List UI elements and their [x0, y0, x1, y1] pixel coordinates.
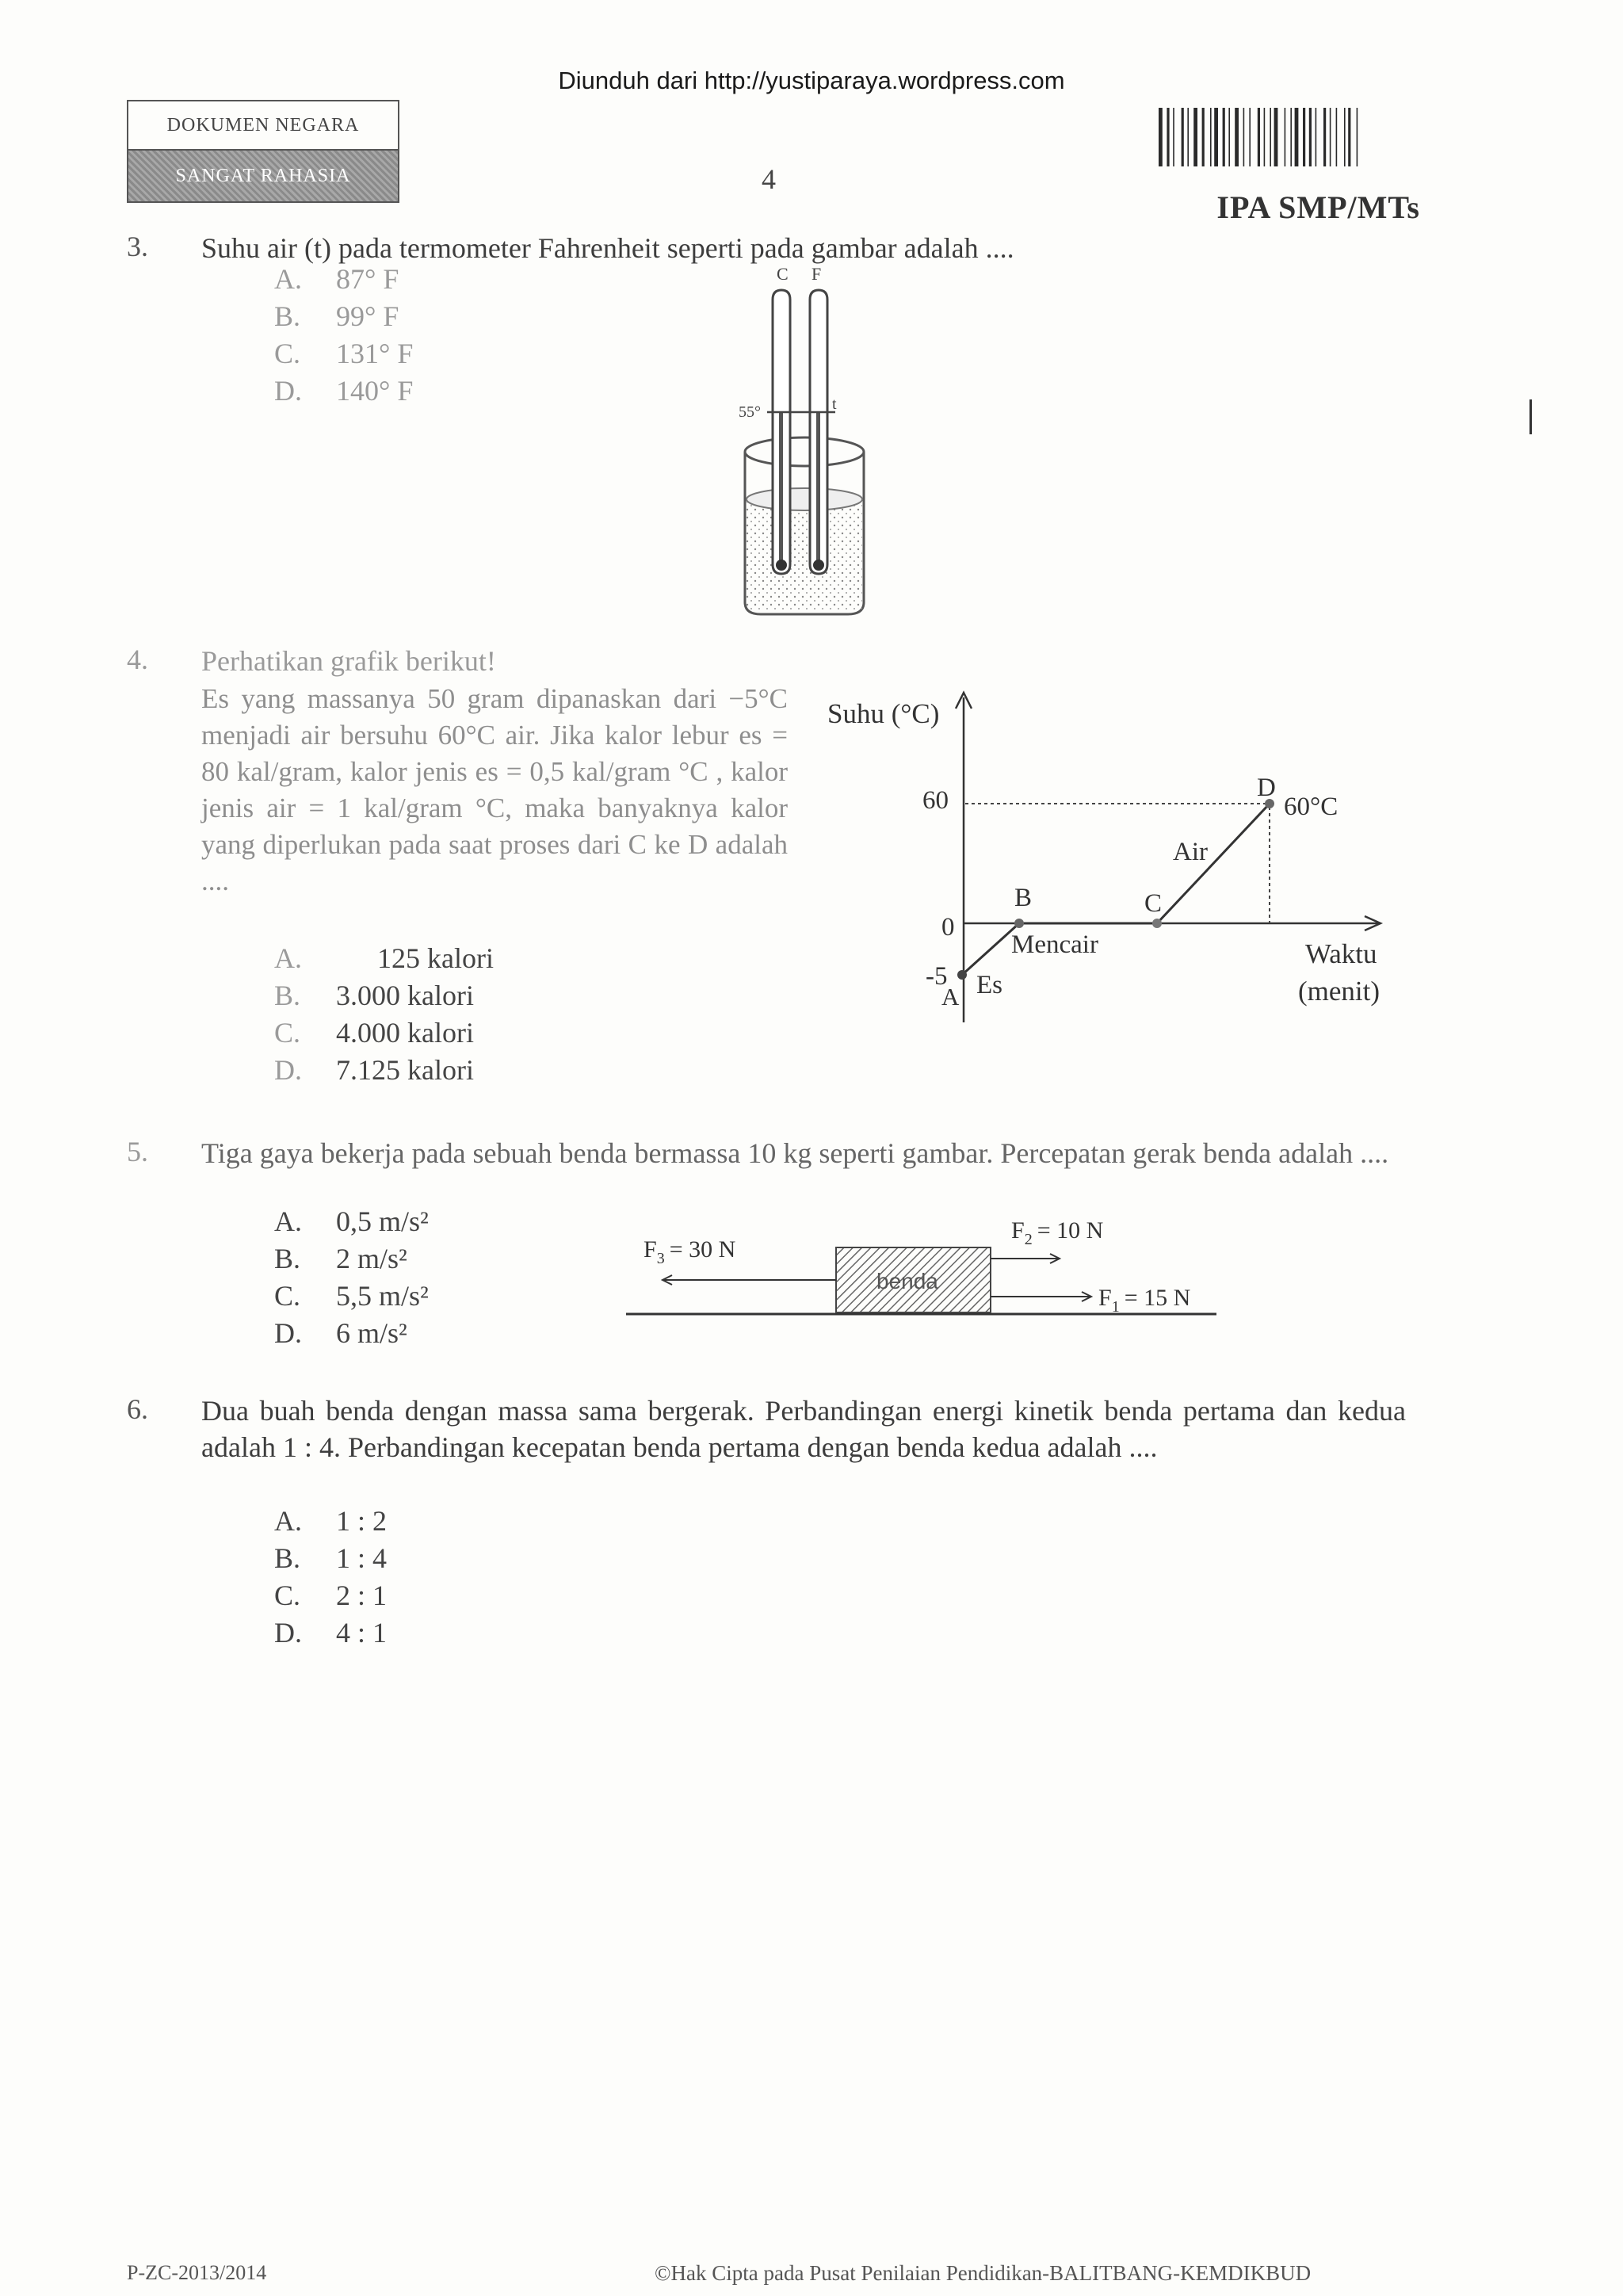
option-letter: D. — [274, 1617, 302, 1648]
label-es: Es — [976, 971, 1002, 999]
doc-label-top: DOKUMEN NEGARA — [128, 101, 398, 151]
option-text: 0,5 m/s² — [336, 1205, 429, 1237]
point-c-label: C — [1144, 889, 1163, 918]
copyright-note: ©Hak Cipta pada Pusat Penilaian Pendidikan-BALITBANG-KEMDIKBUD — [655, 2261, 1312, 2285]
option-text: 99° F — [336, 300, 399, 332]
option-letter: C. — [274, 338, 301, 369]
option-text: 4.000 kalori — [336, 1017, 474, 1049]
question-4-intro: Perhatikan grafik berikut! — [201, 645, 496, 677]
option-text: 131° F — [336, 338, 414, 369]
question-5-number: 5. — [127, 1136, 148, 1167]
option[interactable] — [274, 298, 413, 335]
doc-label-bottom: SANGAT RAHASIA — [128, 151, 398, 201]
svg-text:F3= 30 N — [643, 1236, 735, 1267]
margin-mark — [1529, 399, 1532, 434]
option-text: 3.000 kalori — [336, 980, 474, 1011]
option[interactable] — [274, 1503, 387, 1540]
question-4-text: Es yang massanya 50 gram dipanaskan dari −5°C menjadi air bersuhu 60°C air. Jika kalor lebur es = 80 kal/gram, kalor jenis es = 0,5 kal/gram °C , kalor jenis air = 1 kal/gram °C, maka banyaknya kalor yang diperlukan pada saat proses dari C ke D adalah .... — [201, 683, 788, 896]
option-letter: A. — [274, 1505, 302, 1537]
option-letter: C. — [274, 1280, 301, 1312]
subject-title: IPA SMP/MTs — [1216, 189, 1420, 225]
option[interactable] — [274, 1278, 429, 1315]
option-text: 2 : 1 — [336, 1580, 388, 1611]
option[interactable] — [274, 1203, 429, 1240]
option[interactable] — [274, 1540, 387, 1577]
svg-text:F1= 15 N — [1098, 1285, 1190, 1316]
question-3-text: Suhu air (t) pada termometer Fahrenheit seperti pada gambar adalah .... — [201, 232, 1014, 264]
heating-curve — [962, 804, 1270, 975]
point-a-marker — [957, 970, 967, 980]
option-text: 1 : 2 — [336, 1505, 388, 1537]
tick-0: 0 — [941, 913, 955, 942]
classification-stamp — [127, 100, 399, 203]
option-letter: B. — [274, 300, 301, 332]
block-label: benda — [876, 1269, 938, 1293]
point-c-marker — [1152, 919, 1162, 928]
f2-name: F — [1011, 1217, 1025, 1244]
option-text: 125 kalori — [377, 942, 494, 974]
svg-text:F2= 10 N — [1011, 1217, 1103, 1248]
option-letter: C. — [274, 1580, 301, 1611]
point-a-label: A — [941, 983, 960, 1010]
option-letter: A. — [274, 263, 302, 295]
label-d-temperature: 60°C — [1284, 793, 1338, 821]
question-4-options — [274, 940, 494, 1089]
option-letter: B. — [274, 980, 301, 1011]
option-text: 6 m/s² — [336, 1317, 407, 1349]
option[interactable] — [274, 1315, 429, 1352]
option[interactable] — [274, 1052, 494, 1089]
option[interactable] — [274, 1014, 494, 1052]
f1-value: = 15 N — [1124, 1285, 1191, 1311]
option[interactable] — [274, 1240, 429, 1278]
option-letter: A. — [274, 1205, 302, 1237]
f2-value: = 10 N — [1037, 1217, 1104, 1244]
point-b-marker — [1014, 919, 1024, 928]
point-d-label: D — [1257, 774, 1276, 802]
f3-subscript: 3 — [656, 1250, 665, 1267]
x-axis-label-line1: Waktu — [1305, 938, 1377, 969]
label-air: Air — [1173, 838, 1208, 866]
option-letter: D. — [274, 1054, 302, 1086]
option[interactable] — [274, 977, 494, 1014]
option[interactable] — [274, 261, 413, 298]
water-in-beaker — [747, 499, 862, 610]
option-text: 87° F — [336, 263, 399, 295]
f1-subscript: 1 — [1111, 1298, 1120, 1316]
label-mencair: Mencair — [1011, 930, 1098, 959]
option[interactable] — [274, 335, 413, 372]
thermometer-figure — [729, 262, 888, 622]
tick-60: 60 — [922, 786, 949, 815]
heating-graph — [816, 682, 1419, 1022]
page-number: 4 — [762, 163, 776, 195]
option-text: 5,5 m/s² — [336, 1280, 429, 1312]
option-text: 7.125 kalori — [336, 1054, 474, 1086]
question-3-number: 3. — [127, 231, 148, 262]
question-5-options — [274, 1203, 429, 1352]
download-source-note: Diunduh dari http://yustiparaya.wordpress.com — [558, 67, 1065, 94]
question-3-options — [274, 261, 413, 410]
option-letter: B. — [274, 1542, 301, 1574]
option-letter: D. — [274, 1317, 302, 1349]
question-5-text: Tiga gaya bekerja pada sebuah benda bermassa 10 kg seperti gambar. Percepatan gerak benda adalah .... — [201, 1137, 1389, 1169]
option[interactable] — [274, 1614, 387, 1652]
option[interactable] — [274, 372, 413, 410]
question-6-number: 6. — [127, 1393, 148, 1425]
option-letter: A. — [274, 942, 302, 974]
option-text: 140° F — [336, 375, 414, 407]
question-4-number: 4. — [127, 644, 148, 675]
question-6-text: Dua buah benda dengan massa sama bergerak. Perbandingan energi kinetik benda pertama dan kedua adalah 1 : 4. Perbandingan kecepatan benda pertama dengan benda kedua adalah .... — [201, 1395, 1406, 1463]
option[interactable] — [274, 940, 494, 977]
f3-name: F — [643, 1236, 657, 1263]
celsius-scale-label: C — [777, 264, 789, 284]
option[interactable] — [274, 1577, 387, 1614]
barcode — [1159, 108, 1420, 166]
fahrenheit-scale-label: F — [812, 264, 822, 284]
option-text: 2 m/s² — [336, 1243, 407, 1274]
f2-subscript: 2 — [1024, 1231, 1033, 1248]
document-code: P-ZC-2013/2014 — [127, 2261, 267, 2284]
forces-figure — [618, 1213, 1228, 1331]
tick-minus-5: -5 — [926, 962, 948, 991]
option-letter: C. — [274, 1017, 301, 1049]
point-b-label: B — [1014, 884, 1033, 912]
option-letter: B. — [274, 1243, 301, 1274]
f1-name: F — [1098, 1285, 1112, 1311]
option-text: 1 : 4 — [336, 1542, 388, 1574]
fahrenheit-reading: t — [832, 395, 837, 413]
option-letter: D. — [274, 375, 302, 407]
y-axis-label: Suhu (°C) — [827, 698, 940, 729]
celsius-reading: 55° — [739, 403, 761, 421]
f3-value: = 30 N — [669, 1236, 736, 1263]
option-text: 4 : 1 — [336, 1617, 388, 1648]
question-6-options — [274, 1503, 387, 1652]
x-axis-label-line2: (menit) — [1298, 976, 1381, 1007]
